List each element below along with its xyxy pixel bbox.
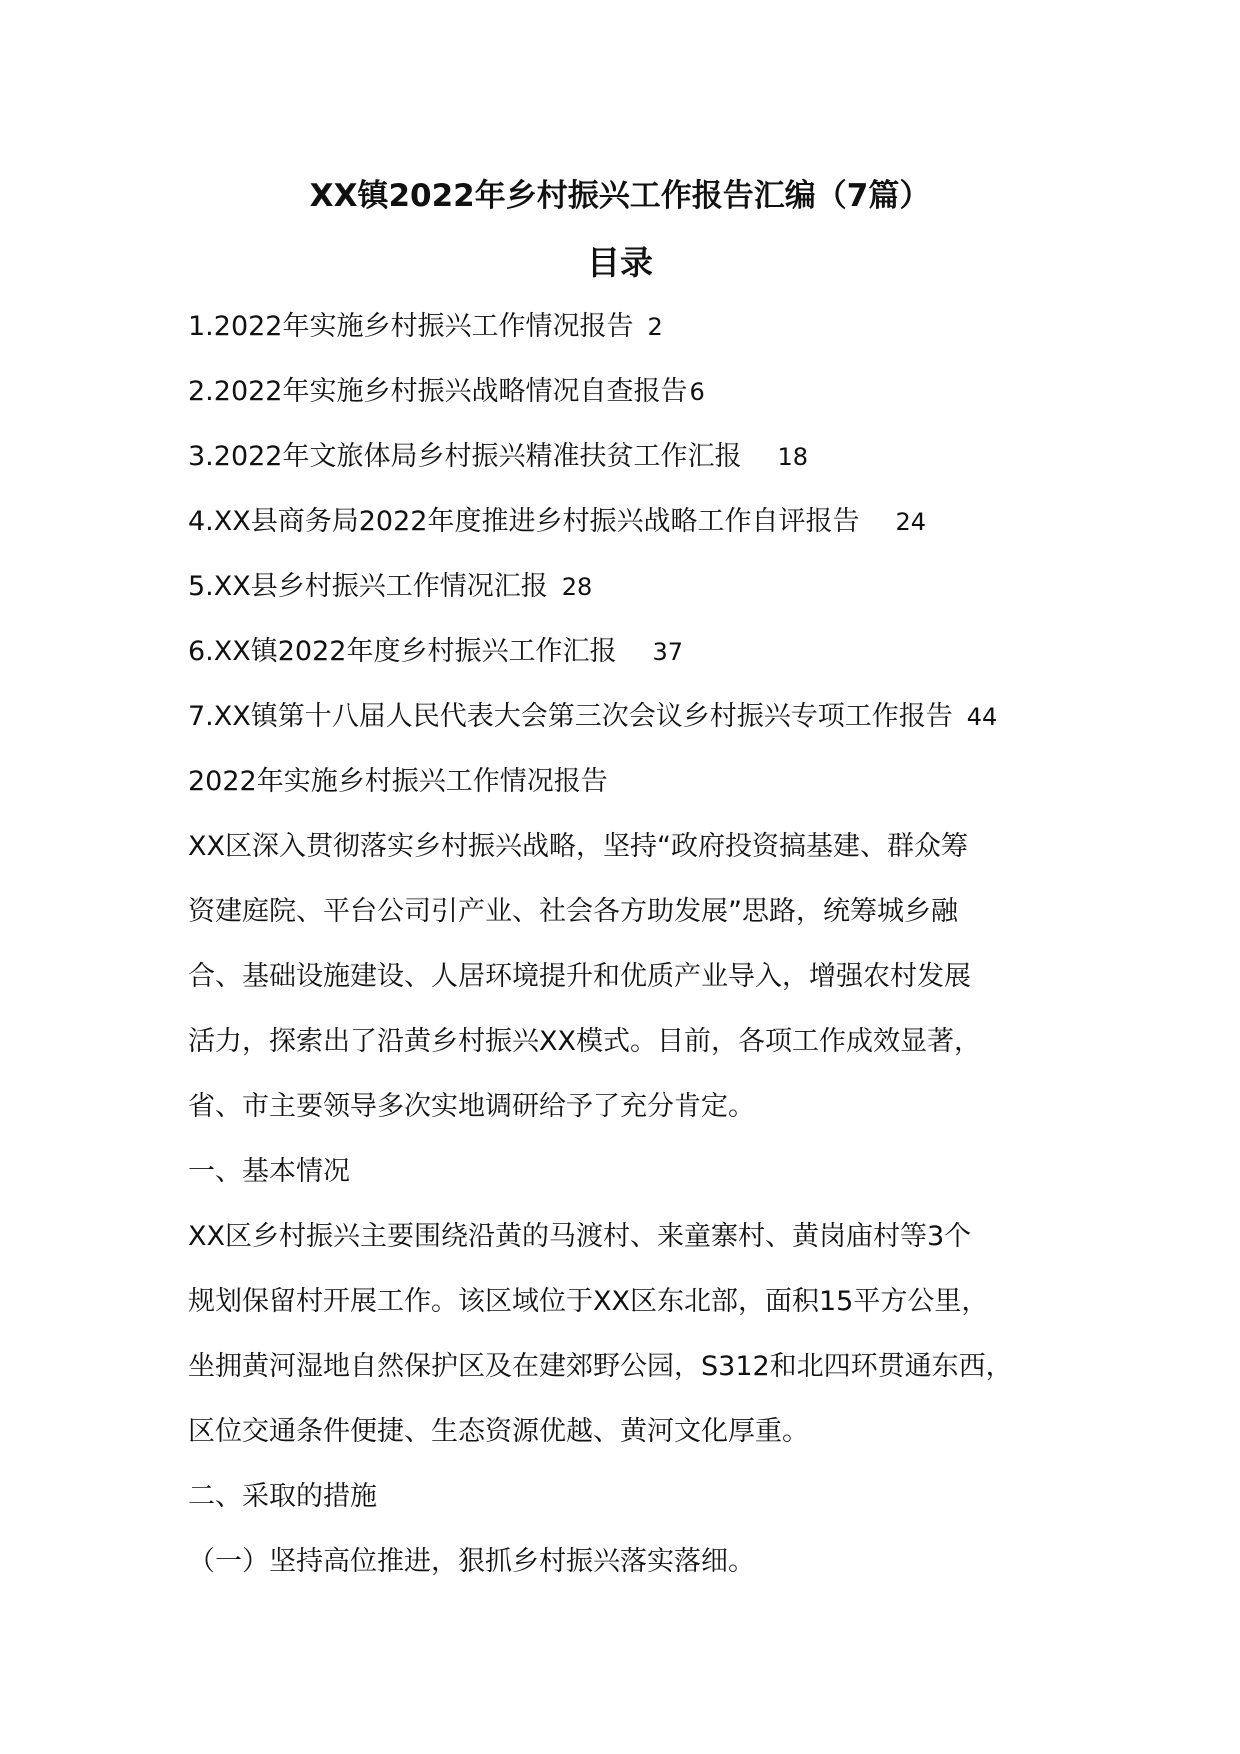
document-body — [188, 307, 1088, 1607]
paragraph-line: 坐拥黄河湿地自然保护区及在建郊野公园，S312和北四环贯通东西， — [188, 1351, 1013, 1382]
paragraph-line: 区位交通条件便捷、生态资源优越、黄河文化厚重。 — [188, 1416, 809, 1447]
section-heading: 二、采取的措施 — [188, 1481, 377, 1512]
toc-item[interactable] — [188, 567, 1088, 632]
section-heading: 一、基本情况 — [188, 1156, 350, 1187]
toc-item-label: 4.XX县商务局2022年度推进乡村振兴战略工作自评报告 — [188, 506, 860, 537]
toc-item[interactable] — [188, 697, 1088, 762]
toc-item-label: 5.XX县乡村振兴工作情况汇报 — [188, 571, 548, 602]
paragraph-line: 合、基础设施建设、人居环境提升和优质产业导入，增强农村发展 — [188, 961, 971, 992]
paragraph-line: 省、市主要领导多次实地调研给予了充分肯定。 — [188, 1091, 755, 1122]
toc-item[interactable] — [188, 372, 1088, 437]
section-title: 2022年实施乡村振兴工作情况报告 — [188, 766, 608, 797]
toc-item-label: 1.2022年实施乡村振兴工作情况报告 — [188, 311, 634, 342]
toc-item-label: 3.2022年文旅体局乡村振兴精准扶贫工作汇报 — [188, 441, 742, 472]
toc-item[interactable] — [188, 502, 1088, 567]
document-title: XX镇2022年乡村振兴工作报告汇编（7篇） — [309, 178, 931, 214]
toc-item-label: 2.2022年实施乡村振兴战略情况自查报告 — [188, 376, 688, 407]
paragraph-line: 资建庭院、平台公司引产业、社会各方助发展”思路，统筹城乡融 — [188, 896, 958, 927]
toc-item[interactable] — [188, 632, 1088, 697]
paragraph-line: XX区深入贯彻落实乡村振兴战略，坚持“政府投资搞基建、群众筹 — [188, 831, 968, 862]
subsection-heading: （一）坚持高位推进，狠抓乡村振兴落实落细。 — [188, 1546, 755, 1577]
toc-item-page: 6 — [689, 378, 705, 406]
paragraph-line: 活力，探索出了沿黄乡村振兴XX模式。目前，各项工作成效显著， — [188, 1026, 981, 1057]
toc-item-page: 24 — [895, 508, 927, 536]
toc-item-page: 28 — [561, 573, 593, 601]
toc-item[interactable] — [188, 307, 1088, 372]
toc-item-label: 6.XX镇2022年度乡村振兴工作汇报 — [188, 636, 617, 667]
paragraph-line: 规划保留村开展工作。该区域位于XX区东北部，面积15平方公里， — [188, 1286, 989, 1317]
toc-item-page: 18 — [777, 443, 809, 471]
toc-item-page: 44 — [966, 703, 998, 731]
toc-item-label: 7.XX镇第十八届人民代表大会第三次会议乡村振兴专项工作报告 — [188, 701, 953, 732]
toc-heading: 目录 — [587, 243, 653, 282]
toc-item-page: 37 — [652, 638, 684, 666]
paragraph-line: XX区乡村振兴主要围绕沿黄的马渡村、来童寨村、黄岗庙村等3个 — [188, 1221, 972, 1252]
toc-item[interactable] — [188, 437, 1088, 502]
toc-item-page: 2 — [647, 313, 663, 341]
